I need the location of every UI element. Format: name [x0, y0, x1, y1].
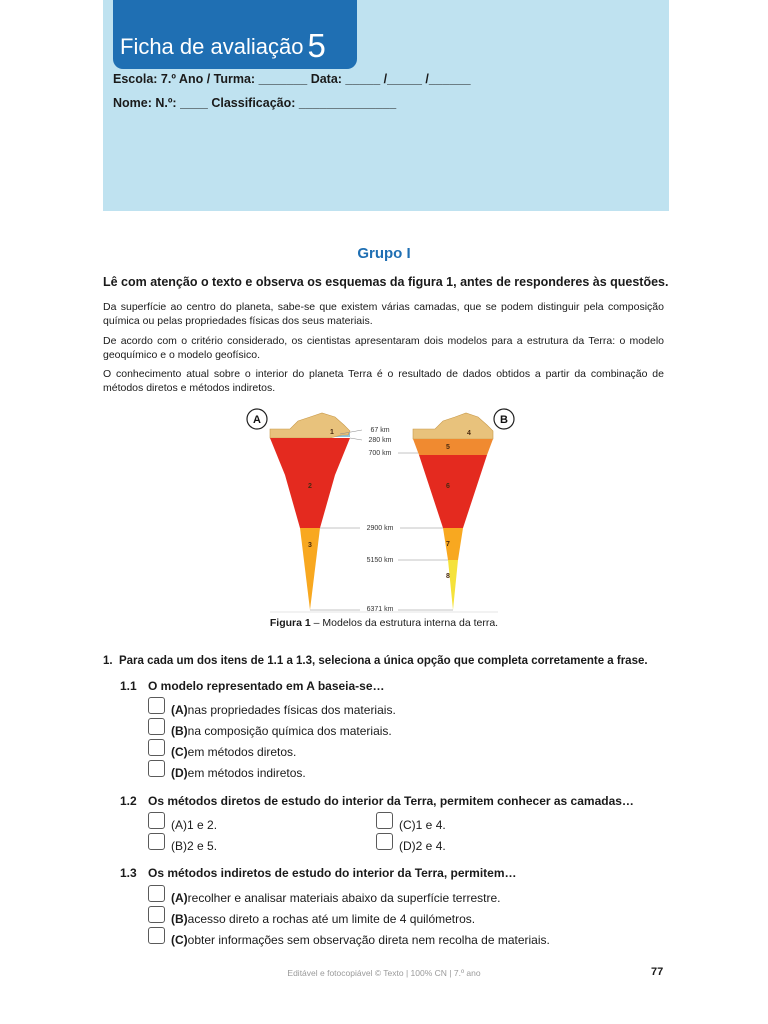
checkbox[interactable] [148, 833, 165, 850]
option-letter: (A) [171, 703, 188, 717]
checkbox[interactable] [148, 697, 165, 714]
option-letter: (B) [171, 724, 188, 738]
option-text: obter informações sem observação direta nem recolha de materiais. [187, 933, 550, 947]
label-b: B [500, 414, 508, 426]
option-1-2-d[interactable] [376, 836, 446, 853]
option-text: 2 e 5. [187, 839, 218, 853]
option-1-1-c[interactable] [148, 742, 296, 759]
option-letter: (C) [171, 745, 188, 759]
option-text: 2 e 4. [415, 839, 446, 853]
school-line: Escola: 7.º Ano / Turma: _______ Data: _____ /_____ /______ [113, 72, 471, 86]
section-title: Grupo I [357, 245, 411, 262]
option-letter: (D) [171, 766, 188, 780]
layer-number: 6 [446, 483, 450, 490]
item-number: 1.1 [120, 679, 137, 693]
option-letter: (D) [399, 839, 416, 853]
model-a-core [300, 528, 320, 610]
option-text: nas propriedades físicas dos materiais. [187, 703, 396, 717]
option-text: em métodos indiretos. [187, 766, 306, 780]
title-number: 5 [307, 27, 326, 64]
checkbox[interactable] [148, 760, 165, 777]
option-1-1-d[interactable] [148, 763, 306, 780]
model-b-lower-mantle [419, 455, 487, 528]
page-title [120, 24, 326, 62]
layer-number: 5 [446, 444, 450, 451]
layer-number: 3 [308, 542, 312, 549]
model-a-wedge [270, 413, 350, 610]
option-1-3-c[interactable] [148, 930, 550, 947]
option-text: na composição química dos materiais. [187, 724, 392, 738]
layer-number: 2 [308, 483, 312, 490]
figure-caption [0, 617, 768, 629]
option-1-2-c[interactable] [376, 815, 446, 832]
title-label: Ficha de avaliação [120, 34, 304, 59]
option-1-1-b[interactable] [148, 721, 392, 738]
layer-number: 4 [467, 430, 471, 437]
question-1 [103, 655, 648, 667]
model-a-crust [270, 413, 350, 438]
option-1-3-b[interactable] [148, 909, 475, 926]
layer-number: 7 [446, 541, 450, 548]
option-letter: (C) [171, 933, 188, 947]
item-1-3 [120, 866, 517, 880]
model-a-mantle-top [270, 438, 350, 475]
option-1-3-a[interactable] [148, 888, 501, 905]
checkbox[interactable] [148, 739, 165, 756]
paragraph-1: Da superfície ao centro do planeta, sabe-se que existem várias camadas, que se podem distinguir pela composição química ou pelas propriedades físicas dos seus materiais. [103, 301, 664, 327]
item-1-1 [120, 679, 385, 693]
model-b-wedge [413, 413, 493, 610]
option-letter: (A) [171, 818, 187, 832]
item-text: Os métodos indiretos de estudo do interior da Terra, permitem… [148, 866, 517, 880]
depth-label: 280 km [368, 437, 392, 444]
label-a: A [253, 414, 261, 426]
model-b-upper-mantle [413, 439, 493, 455]
model-b-inner-core [448, 560, 458, 610]
option-letter: (B) [171, 912, 188, 926]
option-letter: (B) [171, 839, 187, 853]
item-1-2 [120, 794, 634, 808]
option-text: acesso direto a rochas até um limite de 4 quilómetros. [187, 912, 476, 926]
guide-280 [350, 438, 362, 440]
depth-label: 2900 km [366, 525, 394, 532]
caption-text: – Modelos da estrutura interna da terra. [310, 617, 499, 629]
option-text: recolher e analisar materiais abaixo da superfície terrestre. [187, 891, 501, 905]
caption-label: Figura 1 [269, 617, 311, 629]
checkbox[interactable] [148, 906, 165, 923]
page-number: 77 [651, 966, 664, 978]
depth-label: 6371 km [366, 606, 394, 613]
option-text: em métodos diretos. [187, 745, 297, 759]
option-text: 1 e 4. [415, 818, 446, 832]
option-1-2-b[interactable] [148, 836, 217, 853]
option-text: 1 e 2. [187, 818, 218, 832]
earth-structure-figure [240, 405, 530, 615]
depth-label: 5150 km [366, 557, 394, 564]
checkbox[interactable] [148, 885, 165, 902]
option-1-1-a[interactable] [148, 700, 396, 717]
checkbox[interactable] [376, 833, 393, 850]
item-number: 1.2 [120, 794, 137, 808]
depth-label: 700 km [368, 450, 392, 457]
checkbox[interactable] [376, 812, 393, 829]
checkbox[interactable] [148, 718, 165, 735]
paragraph-3: O conhecimento atual sobre o interior do planeta Terra é o resultado de dados obtidos a partir da combinação de métodos diretos e métodos indiretos. [103, 368, 664, 394]
item-number: 1.3 [120, 866, 137, 880]
footer-text: Editável e fotocopiável © Texto | 100% CN | 7.º ano [287, 968, 481, 978]
intro-text: Lê com atenção o texto e observa os esquemas da figura 1, antes de responderes às questões. [103, 275, 669, 289]
layer-number: 1 [330, 429, 334, 436]
checkbox[interactable] [148, 927, 165, 944]
question-1-text: Para cada um dos itens de 1.1 a 1.3, seleciona a única opção que completa corretamente a frase. [118, 655, 648, 667]
option-1-2-a[interactable] [148, 815, 217, 832]
name-line: Nome: N.º: ____ Classificação: ______________ [113, 96, 397, 110]
item-text: O modelo representado em A baseia-se… [148, 679, 385, 693]
layer-number: 8 [446, 573, 450, 580]
checkbox[interactable] [148, 812, 165, 829]
option-letter: (A) [171, 891, 188, 905]
question-1-number: 1. [103, 655, 113, 667]
item-text: Os métodos diretos de estudo do interior da Terra, permitem conhecer as camadas… [148, 794, 634, 808]
model-b-crust [413, 413, 493, 439]
paragraph-2: De acordo com o critério considerado, os cientistas apresentaram dois modelos para a estrutura da Terra: o modelo geoquímico e o modelo geofísico. [103, 335, 664, 361]
option-letter: (C) [399, 818, 416, 832]
depth-label: 67 km [370, 427, 390, 434]
